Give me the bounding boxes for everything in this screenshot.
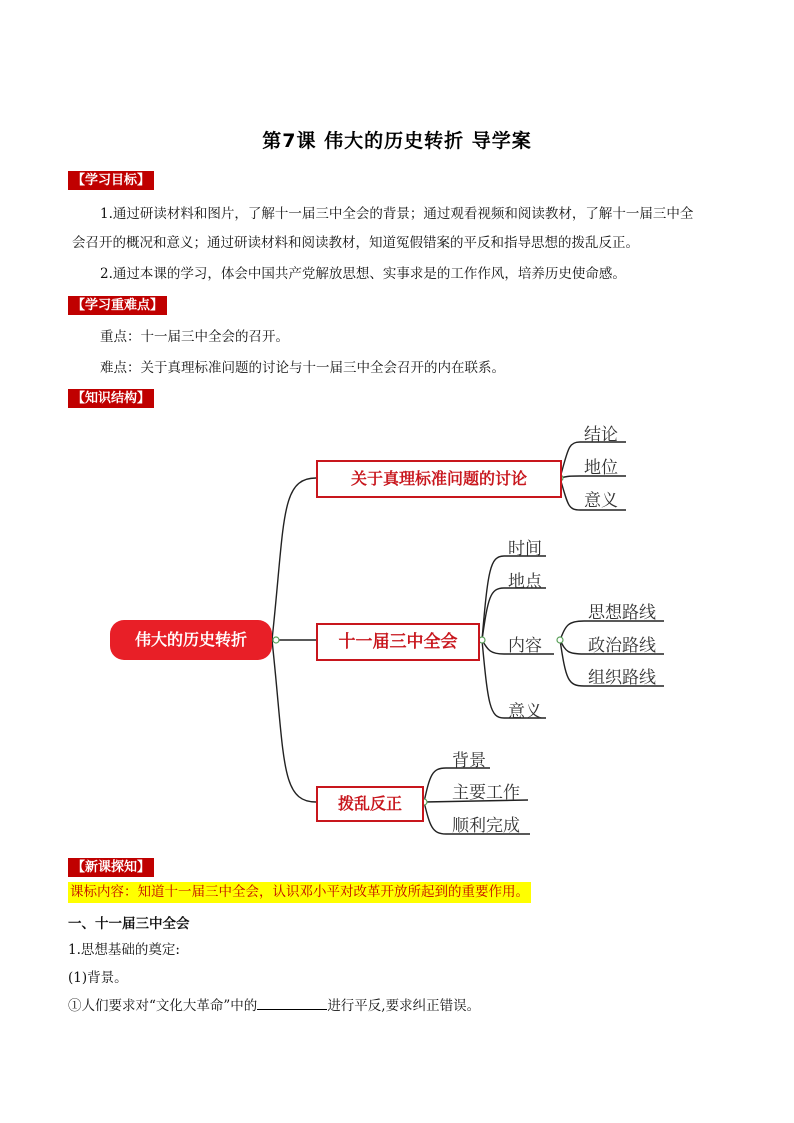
structure-tag: 【知识结构】	[68, 389, 154, 408]
leaf-status: 地位	[584, 458, 618, 478]
leaf-time: 时间	[508, 539, 542, 559]
fill-blank-prefix: ①人们要求对“文化大革命”中的	[68, 998, 258, 1014]
leaf-content: 内容	[508, 636, 542, 656]
goals-paragraph-1b: 会召开的概况和意义；通过研读材料和阅读教材，知道冤假错案的平反和指导思想的拨乱反正。	[72, 235, 639, 251]
new-lesson-tag: 【新课探知】	[68, 858, 154, 877]
leaf-completion: 顺利完成	[452, 816, 520, 836]
key-points-tag: 【学习重难点】	[68, 296, 167, 315]
leaf-main-work: 主要工作	[452, 783, 520, 803]
heading-background: (1)背景。	[68, 970, 128, 986]
mindmap-root: 伟大的历史转折	[110, 620, 272, 660]
mindmap-branch-third-plenum: 十一届三中全会	[316, 623, 480, 661]
curriculum-standard: 课标内容：知道十一届三中全会，认识邓小平对改革开放所起到的重要作用。	[68, 882, 531, 903]
goals-tag: 【学习目标】	[68, 171, 154, 190]
fill-blank-input[interactable]	[257, 995, 327, 1010]
difficult-point: 难点：关于真理标准问题的讨论与十一届三中全会召开的内在联系。	[100, 360, 505, 376]
mindmap-branch-truth-debate: 关于真理标准问题的讨论	[316, 460, 562, 498]
goals-paragraph-1a: 1.通过研读材料和图片，了解十一届三中全会的背景；通过观看视频和阅读教材，了解十一届三中全	[100, 206, 694, 222]
leaf-conclusion: 结论	[584, 425, 618, 445]
page-title: 第7课 伟大的历史转折 导学案	[262, 130, 532, 152]
fill-blank-line	[68, 994, 480, 1014]
heading-plenum: 一、十一届三中全会	[68, 916, 190, 932]
leaf-ideological-line: 思想路线	[588, 603, 656, 623]
heading-ideological-foundation: 1.思想基础的奠定:	[68, 942, 180, 958]
leaf-organizational-line: 组织路线	[588, 668, 656, 688]
leaf-place: 地点	[508, 572, 542, 592]
leaf-background: 背景	[452, 751, 486, 771]
leaf-political-line: 政治路线	[588, 636, 656, 656]
leaf-significance-1: 意义	[584, 491, 618, 511]
goals-paragraph-2: 2.通过本课的学习，体会中国共产党解放思想、实事求是的工作作风，培养历史使命感。	[100, 266, 626, 282]
fill-blank-suffix: 进行平反,要求纠正错误。	[327, 998, 481, 1014]
mindmap-branch-boluan-fanzheng: 拨乱反正	[316, 786, 424, 822]
key-point: 重点：十一届三中全会的召开。	[100, 329, 289, 345]
leaf-significance-2: 意义	[508, 702, 542, 722]
